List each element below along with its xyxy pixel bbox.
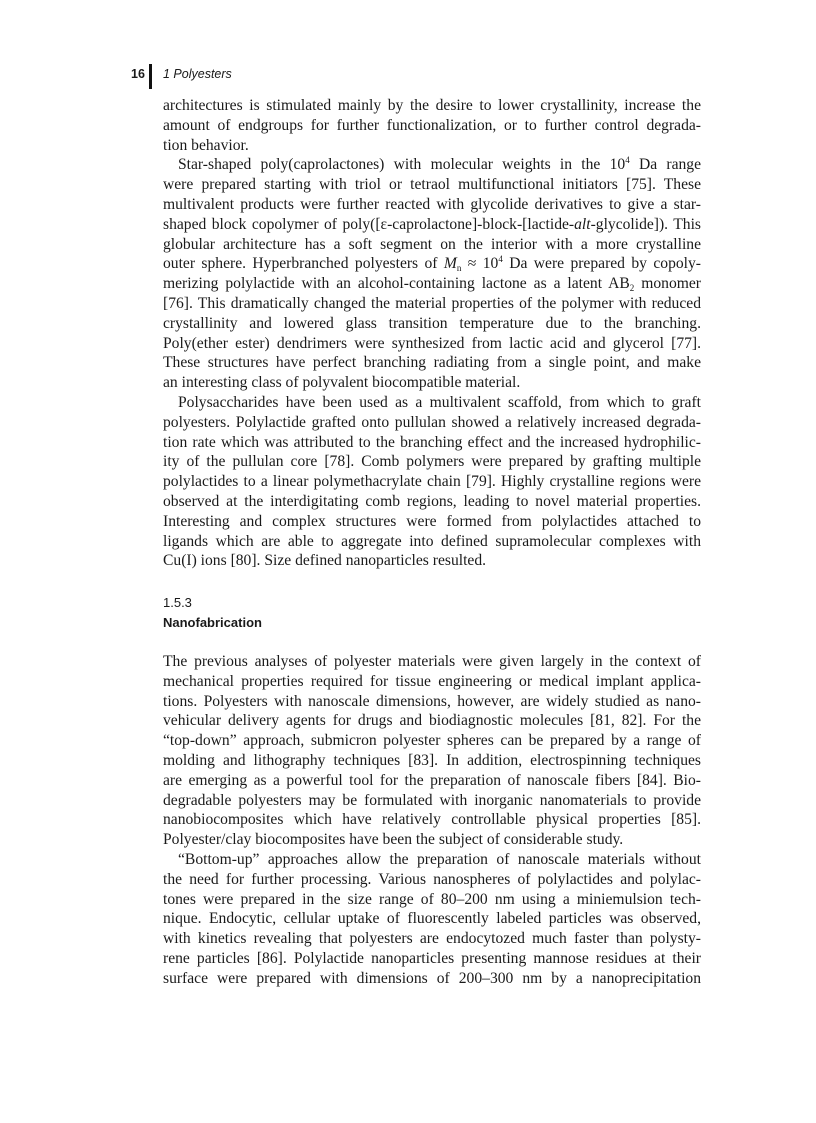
text-line	[163, 175, 701, 195]
text-run: degradable polyesters may be formulated with inorganic nanomaterials to provide	[163, 791, 701, 809]
text-line	[163, 274, 701, 294]
text-line	[163, 909, 701, 929]
text-run: These structures have perfect branching radiating from a single point, and make	[163, 354, 701, 372]
text-run: ity of the pullulan core [78]. Comb polymers were prepared by grafting multiple	[163, 453, 701, 471]
subscript: 2	[629, 283, 635, 294]
text-line	[163, 334, 701, 354]
text-run: rene particles [86]. Polylactide nanoparticles presenting mannose residues at their	[163, 949, 701, 967]
text-line	[163, 731, 701, 751]
paragraph	[163, 652, 701, 850]
text-line	[163, 96, 701, 116]
text-line	[163, 294, 701, 314]
text-run: polyesters. Polylactide grafted onto pullulan showed a relatively increased degrada-	[163, 413, 701, 431]
text-run: mechanical properties required for tissue engineering or medical implant applica-	[163, 672, 701, 690]
text-run: Cu(I) ions [80]. Size defined nanoparticles resulted.	[163, 552, 487, 570]
text-run: Interesting and complex structures were formed from polylactides attached to	[163, 512, 701, 530]
text-run: Poly(ether ester) dendrimers were synthesized from lactic acid and glycerol [77].	[163, 334, 701, 352]
text-run: molding and lithography techniques [83]. In addition, electrospinning techniques	[163, 751, 701, 769]
text-line	[163, 413, 701, 433]
text-line	[163, 969, 701, 989]
text-run: Star-shaped poly(caprolactones) with molecular weights in the 10	[178, 156, 626, 174]
text-line	[163, 949, 701, 969]
text-run: an interesting class of polyvalent biocompatible material.	[163, 374, 521, 392]
chapter-title: 1 Polyesters	[163, 67, 232, 81]
text-line	[163, 452, 701, 472]
text-line	[163, 830, 701, 850]
text-line	[163, 652, 701, 672]
text-line	[163, 890, 701, 910]
text-line	[163, 472, 701, 492]
text-run: merizing polylactide with an alcohol-containing lactone as a latent AB	[163, 275, 630, 293]
text-line	[163, 116, 701, 136]
text-run: monomer	[634, 275, 701, 293]
section-heading	[163, 593, 262, 633]
text-line	[163, 235, 701, 255]
paragraph	[163, 850, 701, 989]
text-line	[163, 492, 701, 512]
section-title: Nanofabrication	[163, 614, 262, 630]
subscript: n	[456, 263, 462, 274]
italic-text: alt	[574, 215, 591, 233]
page-number: 16	[131, 67, 145, 81]
superscript: 4	[498, 254, 503, 265]
text-line	[163, 195, 701, 215]
paragraph	[163, 393, 701, 571]
text-run: nique. Endocytic, cellular uptake of fluorescently labeled particles was observed,	[163, 910, 701, 928]
text-run: observed at the interdigitating comb regions, leading to novel material properties.	[163, 492, 701, 510]
text-run: Polyester/clay biocomposites have been the subject of considerable study.	[163, 831, 624, 849]
text-line	[163, 155, 701, 175]
paragraph	[163, 155, 701, 393]
text-run: The previous analyses of polyester materials were given largely in the context of	[163, 653, 701, 670]
text-run: ≈ 10	[461, 255, 499, 273]
text-run: nanobiocomposites which have relatively controllable physical properties [85].	[163, 811, 701, 829]
text-run: polylactides to a linear polymethacrylate chain [79]. Highly crystalline regions were	[163, 473, 701, 491]
text-run: tones were prepared in the size range of 80–200 nm using a miniemulsion tech-	[163, 890, 701, 908]
italic-text: M	[443, 255, 457, 273]
text-run: tions. Polyesters with nanoscale dimensions, however, are widely studied as nano-	[163, 692, 701, 710]
text-line	[163, 551, 701, 571]
text-run: amount of endgroups for further functionalization, or to further control degrada-	[163, 116, 701, 134]
text-line	[163, 353, 701, 373]
text-line	[163, 314, 701, 334]
superscript: 4	[625, 155, 630, 166]
text-run: Da were prepared by copoly-	[502, 255, 701, 273]
text-line	[163, 870, 701, 890]
text-run: globular architecture has a soft segment on the interior with a more crystalline	[163, 235, 701, 253]
text-run: [76]. This dramatically changed the material properties of the polymer with reduced	[163, 294, 701, 312]
text-run: surface were prepared with dimensions of 200–300 nm by a nanoprecipitation	[163, 969, 701, 987]
text-run: the need for further processing. Various nanospheres of polylactides and polylac-	[163, 870, 701, 888]
text-line	[163, 711, 701, 731]
text-run: Polysaccharides have been used as a multivalent scaffold, from which to graft	[178, 394, 701, 411]
text-line	[163, 532, 701, 552]
text-line	[163, 373, 701, 393]
text-line	[163, 929, 701, 949]
text-run: are emerging as a powerful tool for the preparation of nanoscale fibers [84]. Bio-	[163, 771, 701, 789]
text-run: multivalent products were further reacted with glycolide derivatives to give a star-	[163, 195, 701, 213]
text-run: were prepared starting with triol or tetraol multifunctional initiators [75]. These	[163, 176, 701, 194]
text-run: tion behavior.	[163, 136, 249, 154]
running-header	[0, 64, 816, 90]
text-run: -glycolide]). This	[590, 215, 701, 233]
paragraph	[163, 96, 701, 155]
text-run: crystallinity and lowered glass transition temperature due to the branching.	[163, 314, 701, 332]
text-line	[163, 850, 701, 870]
text-run: Da range	[629, 156, 702, 174]
section-number: 1.5.3	[163, 595, 192, 610]
text-line	[163, 791, 701, 811]
text-run: ligands which are able to aggregate into defined supramolecular complexes with	[163, 532, 701, 550]
text-run: “top-down” approach, submicron polyester spheres can be prepared by a range of	[163, 732, 701, 750]
header-rule	[149, 64, 152, 89]
text-run: outer sphere. Hyperbranched polyesters of	[163, 255, 444, 273]
text-line	[163, 215, 701, 235]
text-run: with kinetics revealing that polyesters are endocytozed much faster than polysty-	[163, 930, 701, 948]
text-line	[163, 692, 701, 712]
text-run: vehicular delivery agents for drugs and biodiagnostic molecules [81, 82]. For the	[163, 712, 701, 730]
text-line	[163, 672, 701, 692]
text-run: architectures is stimulated mainly by the desire to lower crystallinity, increase the	[163, 97, 701, 114]
text-line	[163, 393, 701, 413]
text-line	[163, 433, 701, 453]
text-line	[163, 810, 701, 830]
text-line	[163, 771, 701, 791]
text-line	[163, 136, 701, 156]
text-run: shaped block copolymer of poly([ε-caprolactone]-block-[lactide-	[163, 215, 575, 233]
text-line	[163, 512, 701, 532]
text-line	[163, 751, 701, 771]
text-line	[163, 254, 701, 274]
text-run: “Bottom-up” approaches allow the preparation of nanoscale materials without	[178, 851, 701, 868]
text-run: tion rate which was attributed to the branching effect and the increased hydrophilic-	[163, 433, 701, 451]
